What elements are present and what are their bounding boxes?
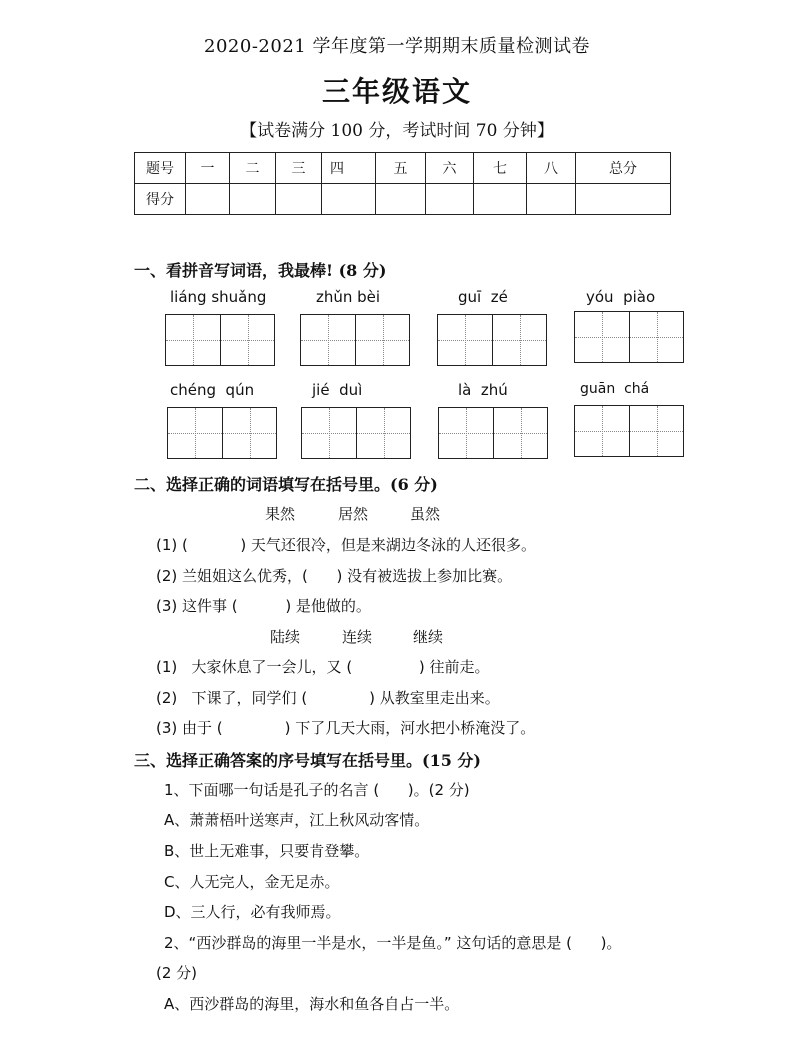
score-header-cell: 一: [186, 153, 230, 184]
choice-line: C、人无完人，金无足赤。: [164, 873, 340, 891]
writing-grid[interactable]: [574, 311, 684, 363]
score-header-cell: 五: [376, 153, 426, 184]
score-header-cell: 四: [322, 153, 376, 184]
score-header-cell: 题号: [135, 153, 186, 184]
word-option: 虽然: [410, 505, 441, 523]
question-line: 1、下面哪一句话是孔子的名言 ( )。(2 分): [164, 781, 470, 799]
fill-blank-line: (1) ( ) 天气还很冷，但是来湖边冬泳的人还很多。: [156, 536, 536, 554]
section-2-title: 二、选择正确的词语填写在括号里。(6 分): [134, 475, 438, 494]
word-option: 陆续: [270, 628, 301, 646]
fill-blank-line: (3) 这件事 ( ) 是他做的。: [156, 597, 371, 615]
writing-grid[interactable]: [301, 407, 411, 459]
word-option: 果然: [265, 505, 296, 523]
word-option: 居然: [338, 505, 369, 523]
score-header-cell: 八: [527, 153, 576, 184]
pinyin-label: jié duì: [312, 381, 363, 399]
pinyin-label: liáng shuǎng: [170, 288, 267, 306]
exam-note: 【试卷满分 100 分，考试时间 70 分钟】: [240, 121, 554, 141]
writing-grid[interactable]: [300, 314, 410, 366]
pinyin-label: zhǔn bèi: [316, 288, 381, 306]
pinyin-label: guān chá: [580, 381, 650, 397]
word-options-group-1: [0, 503, 794, 525]
pinyin-label: guī zé: [458, 288, 508, 306]
choice-line: A、萧萧梧叶送寒声，江上秋风动客情。: [164, 811, 430, 829]
writing-grid[interactable]: [574, 405, 684, 457]
fill-blank-line: (1) 大家休息了一会儿，又 ( ) 往前走。: [156, 658, 490, 676]
score-header-cell: 七: [474, 153, 527, 184]
score-header-cell: 六: [426, 153, 474, 184]
section-1-title: 一、看拼音写词语，我最棒! (8 分): [134, 261, 387, 280]
pinyin-label: là zhú: [458, 381, 508, 399]
score-table-score-row: [135, 184, 671, 215]
score-cell[interactable]: [276, 184, 322, 215]
word-option: 连续: [342, 628, 373, 646]
fill-blank-line: (3) 由于 ( ) 下了几天大雨，河水把小桥淹没了。: [156, 719, 536, 737]
word-options-group-2: [0, 626, 794, 648]
choice-line: B、世上无难事，只要肯登攀。: [164, 842, 370, 860]
score-cell[interactable]: [186, 184, 230, 215]
score-table: [134, 152, 671, 215]
score-cell[interactable]: [474, 184, 527, 215]
word-option: 继续: [413, 628, 444, 646]
score-table-header-row: [135, 153, 671, 184]
writing-grid[interactable]: [438, 407, 548, 459]
score-row-label: 得分: [135, 184, 186, 215]
score-cell[interactable]: [230, 184, 276, 215]
score-cell[interactable]: [576, 184, 671, 215]
fill-blank-line: (2) 下课了，同学们 ( ) 从教室里走出来。: [156, 689, 500, 707]
exam-title: 2020-2021 学年度第一学期期末质量检测试卷: [204, 36, 590, 57]
writing-grid[interactable]: [437, 314, 547, 366]
score-header-cell: 总分: [576, 153, 671, 184]
score-header-cell: 二: [230, 153, 276, 184]
score-cell[interactable]: [426, 184, 474, 215]
score-cell[interactable]: [376, 184, 426, 215]
score-header-cell: 三: [276, 153, 322, 184]
pinyin-label: yóu piào: [586, 288, 656, 306]
choice-line: D、三人行，必有我师焉。: [164, 903, 341, 921]
writing-grid[interactable]: [165, 314, 275, 366]
choice-line: A、西沙群岛的海里，海水和鱼各自占一半。: [164, 995, 460, 1013]
subject-heading: 三年级语文: [321, 75, 472, 108]
fill-blank-line: (2) 兰姐姐这么优秀，( ) 没有被选拔上参加比赛。: [156, 567, 513, 585]
question-line: 2、“西沙群岛的海里一半是水，一半是鱼。” 这句话的意思是 ( )。: [164, 934, 622, 952]
pinyin-label: chéng qún: [170, 381, 255, 399]
score-cell[interactable]: [322, 184, 376, 215]
score-cell[interactable]: [527, 184, 576, 215]
section-3-title: 三、选择正确答案的序号填写在括号里。(15 分): [134, 751, 481, 770]
question-points: (2 分): [156, 964, 198, 982]
writing-grid[interactable]: [167, 407, 277, 459]
